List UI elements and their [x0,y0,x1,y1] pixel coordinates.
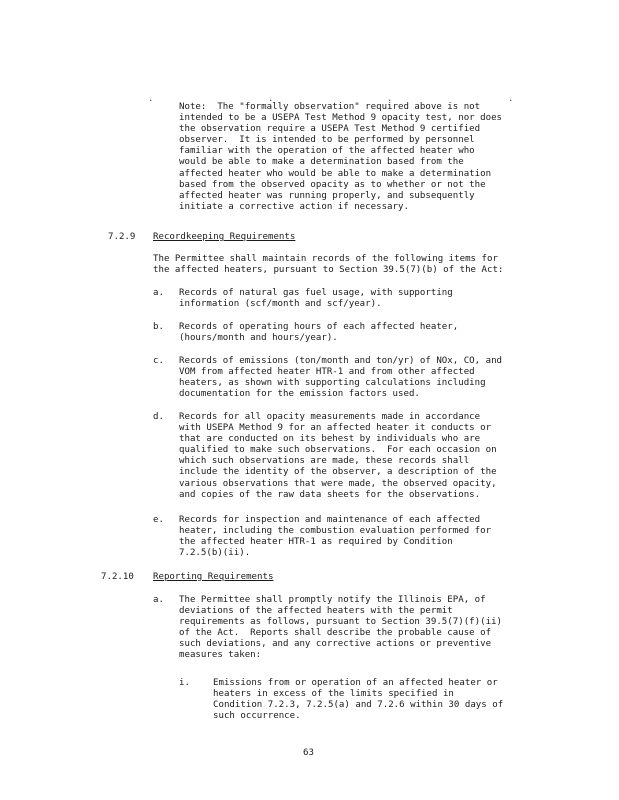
list-item-label: b. [153,322,164,332]
scan-mark: . [148,94,154,104]
note-paragraph: Note: The "formally observation" required above is not intended to be a USEPA Test Method 9 opacity test, nor does the observation require a USEPA Test Method 9 certified observer. It is intended to be performed by personnel familiar with the operation of the affected heater who would be able to make a determination based from the affected heater who would be able to make a determination based from the observed opacity as to whether or not the affected heater was running properly, and subsequently initiate a corrective action if necessary. [179,102,503,212]
list-item-label: a. [153,595,164,605]
sub-item-text: Emissions from or operation of an affected heater or heaters in excess of the limits specified in Condition 7.2.3, 7.2.5(a) and 7.2.6 within 30 days of such occurrence. [213,678,504,722]
list-item-label: d. [153,412,164,422]
list-item-text: Records of natural gas fuel usage, with supporting information (scf/month and scf/year). [179,288,453,310]
list-item-text: Records of emissions (ton/month and ton/yr) of NOx, CO, and VOM from affected heater HTR-1 and from other affected heaters, as shown with supporting calculations including documentation for the emission factors used. [179,356,503,400]
section-heading: Recordkeeping Requirements [153,232,296,242]
list-item-text: Records of operating hours of each affected heater, (hours/month and hours/year). [179,322,459,344]
list-item-label: a. [153,288,164,298]
sub-item-label: i. [179,678,190,688]
list-item-label: e. [153,515,164,525]
section-number: 7.2.9 [108,232,136,242]
section-intro: The Permittee shall maintain records of the following items for the affected heaters, pursuant to Section 39.5(7)(b) of the Act: [153,254,504,276]
section-heading: Reporting Requirements [153,572,274,582]
list-item-text: Records for all opacity measurements made in accordance with USEPA Method 9 for an affected heater it conducts or that are conducted on its behest by individuals who are qualified to make such observations. For each occasion on which such observations are made, these records shall include the identity of the observer, a description of the various observations that were made, the observed opacity, and copies of the raw data sheets for the observations. [179,412,497,500]
list-item-text: The Permittee shall promptly notify the Illinois EPA, of deviations of the affected heaters with the permit requirements as follows, pursuant to Section 39.5(7)(f)(ii) of the Act. Reports shall describe the probable cause of such deviations, and any corrective actions or preventive measures taken: [179,595,503,661]
scan-mark: . [508,94,514,104]
list-item-label: c. [153,356,164,366]
list-item-text: Records for inspection and maintenance of each affected heater, including the combustion evaluation performed for the affected heater HTR-1 as required by Condition 7.2.5(b)(ii). [179,515,492,559]
scan-mark: . [387,94,393,104]
scan-mark: . [268,94,274,104]
page-number: 63 [303,748,314,758]
section-number: 7.2.10 [101,572,134,582]
